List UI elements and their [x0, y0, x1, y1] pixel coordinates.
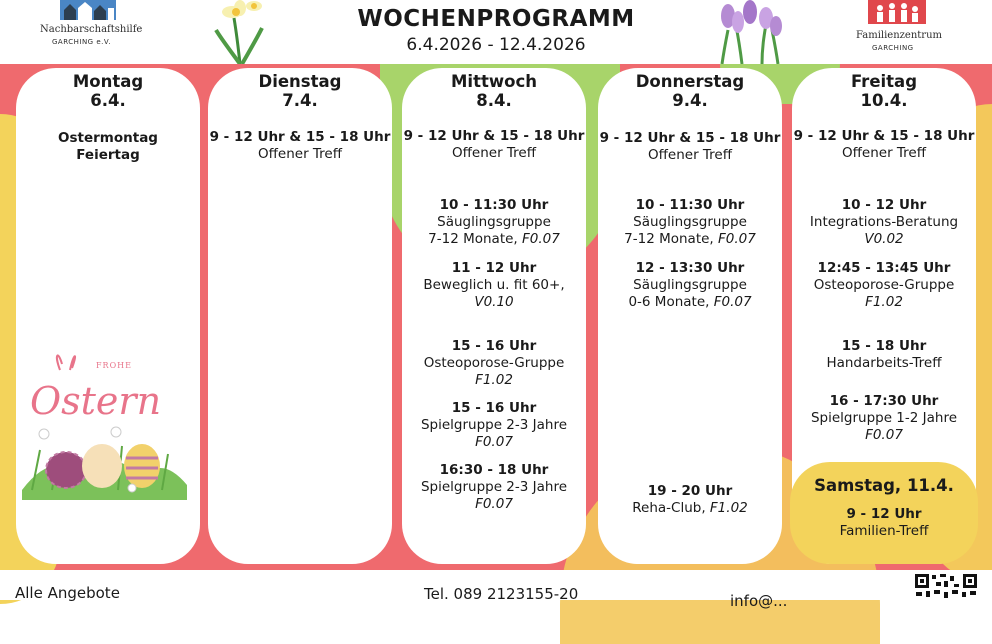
- event-name: Osteoporose-Gruppe: [423, 355, 565, 371]
- event-detail: [598, 294, 782, 311]
- day-date: 7.4.: [282, 91, 318, 110]
- event-name: Beweglich u. fit 60+,: [423, 277, 565, 293]
- event: [598, 197, 782, 248]
- event: [598, 483, 782, 517]
- logo-left-name: Nachbarschaftshilfe: [40, 24, 143, 35]
- day-card-saturday: [790, 462, 978, 564]
- event: [16, 130, 200, 164]
- footer-phone: Tel. 089 2123155-20: [424, 585, 579, 603]
- event-detail: [402, 277, 586, 311]
- day-card-wednesday: [402, 68, 586, 564]
- event-room: V0.02: [864, 231, 904, 247]
- event: [792, 393, 976, 444]
- event-name: Spielgruppe 2-3 Jahre: [420, 479, 568, 495]
- event-time: 12 - 13:30 Uhr: [635, 260, 745, 276]
- day-date: 8.4.: [476, 91, 512, 110]
- event: [208, 129, 392, 163]
- event-name: Familien-Treff: [839, 523, 929, 539]
- event: [792, 338, 976, 372]
- day-name: Samstag, 11.4.: [814, 476, 954, 495]
- event-name: Reha-Club,: [632, 500, 706, 516]
- event: [790, 506, 978, 540]
- event-time: 9 - 12 Uhr & 15 - 18 Uhr: [793, 128, 975, 144]
- event-name: Handarbeits-Treff: [826, 355, 942, 371]
- event: [402, 197, 586, 248]
- event-detail: [598, 500, 782, 517]
- event-room: F1.02: [709, 500, 748, 516]
- event: [402, 400, 586, 451]
- event-time: 11 - 12 Uhr: [451, 260, 537, 276]
- event-time: 12:45 - 13:45 Uhr: [817, 260, 951, 276]
- event-room: F1.02: [865, 294, 903, 310]
- event-name: Spielgruppe 2-3 Jahre: [420, 417, 568, 433]
- event-name: Offener Treff: [841, 145, 927, 161]
- event-time: 10 - 11:30 Uhr: [439, 197, 549, 213]
- event-name: Spielgruppe 1-2 Jahre: [810, 410, 958, 426]
- logo-right-sub: GARCHING: [872, 44, 914, 52]
- event-detail-text: 7-12 Monate,: [428, 231, 518, 247]
- event-time: 16:30 - 18 Uhr: [439, 462, 549, 478]
- event-detail-text: 0-6 Monate,: [628, 294, 710, 310]
- easter-eggs-icon: [22, 350, 192, 500]
- event: [598, 130, 782, 164]
- day-name: Donnerstag: [635, 72, 745, 91]
- footer: [0, 570, 992, 610]
- event: [792, 197, 976, 248]
- day-name: Dienstag: [258, 72, 342, 91]
- event-room: F0.07: [713, 294, 752, 310]
- event-time: 10 - 11:30 Uhr: [635, 197, 745, 213]
- easter-small-text: FROHE: [96, 361, 132, 370]
- logo-right-name: Familienzentrum: [856, 30, 943, 41]
- event-room: F0.07: [475, 496, 513, 512]
- event-room: F0.07: [865, 427, 903, 443]
- day-card-tuesday: [208, 68, 392, 564]
- event: [402, 260, 586, 311]
- event-name: Säuglingsgruppe: [437, 214, 551, 230]
- event-time: 15 - 18 Uhr: [841, 338, 927, 354]
- event-time: 9 - 12 Uhr & 15 - 18 Uhr: [209, 129, 391, 145]
- event-name: Offener Treff: [647, 147, 733, 163]
- event-time: 9 - 12 Uhr: [846, 506, 922, 522]
- crocus-icon: [712, 0, 792, 64]
- event: [792, 260, 976, 311]
- event: [402, 128, 586, 162]
- event-title: Ostermontag: [58, 130, 158, 146]
- event-name: Integrations-Beratung: [809, 214, 959, 230]
- day-date: 10.4.: [860, 91, 908, 110]
- day-card-thursday: [598, 68, 782, 564]
- event-name: Offener Treff: [451, 145, 537, 161]
- event-time: 19 - 20 Uhr: [647, 483, 733, 499]
- event-name: Osteoporose-Gruppe: [813, 277, 955, 293]
- event-room: V0.10: [474, 294, 514, 310]
- event: [598, 260, 782, 311]
- event-time: 15 - 16 Uhr: [451, 400, 537, 416]
- event-room: F0.07: [522, 231, 560, 247]
- qr-code-icon: [914, 573, 978, 600]
- day-name: Mittwoch: [451, 72, 537, 91]
- event-room: F1.02: [475, 372, 513, 388]
- event-name: Feiertag: [76, 147, 140, 163]
- event-time: 10 - 12 Uhr: [841, 197, 927, 213]
- event-name: Offener Treff: [257, 146, 343, 162]
- event: [792, 128, 976, 162]
- event-time: 16 - 17:30 Uhr: [829, 393, 939, 409]
- date-range: 6.4.2026 - 12.4.2026: [406, 35, 586, 55]
- event-name: Säuglingsgruppe: [633, 214, 747, 230]
- event-room: F0.07: [475, 434, 513, 450]
- family-logo-icon: [868, 0, 926, 24]
- event-detail-text: 7-12 Monate,: [624, 231, 714, 247]
- event-time: 15 - 16 Uhr: [451, 338, 537, 354]
- event: [402, 338, 586, 389]
- footer-left-text: Alle Angebote: [15, 584, 120, 602]
- day-date: 6.4.: [90, 91, 126, 110]
- event-name: Säuglingsgruppe: [633, 277, 747, 293]
- logo-left-sub: GARCHING e.V.: [52, 38, 111, 46]
- event-time: 9 - 12 Uhr & 15 - 18 Uhr: [599, 130, 781, 146]
- footer-right-text: info@...: [730, 592, 788, 610]
- event-room: F0.07: [718, 231, 756, 247]
- day-name: Freitag: [850, 72, 918, 91]
- page-title: WOCHENPROGRAMM: [357, 6, 635, 32]
- event-time: 9 - 12 Uhr & 15 - 18 Uhr: [403, 128, 585, 144]
- day-date: 9.4.: [672, 91, 708, 110]
- event-detail: [598, 231, 782, 248]
- day-name: Montag: [72, 72, 144, 91]
- easter-big-text: Ostern: [30, 379, 162, 423]
- familienzentrum-logo: [852, 0, 952, 56]
- header: [0, 0, 992, 64]
- event: [402, 462, 586, 513]
- event-detail: [402, 231, 586, 248]
